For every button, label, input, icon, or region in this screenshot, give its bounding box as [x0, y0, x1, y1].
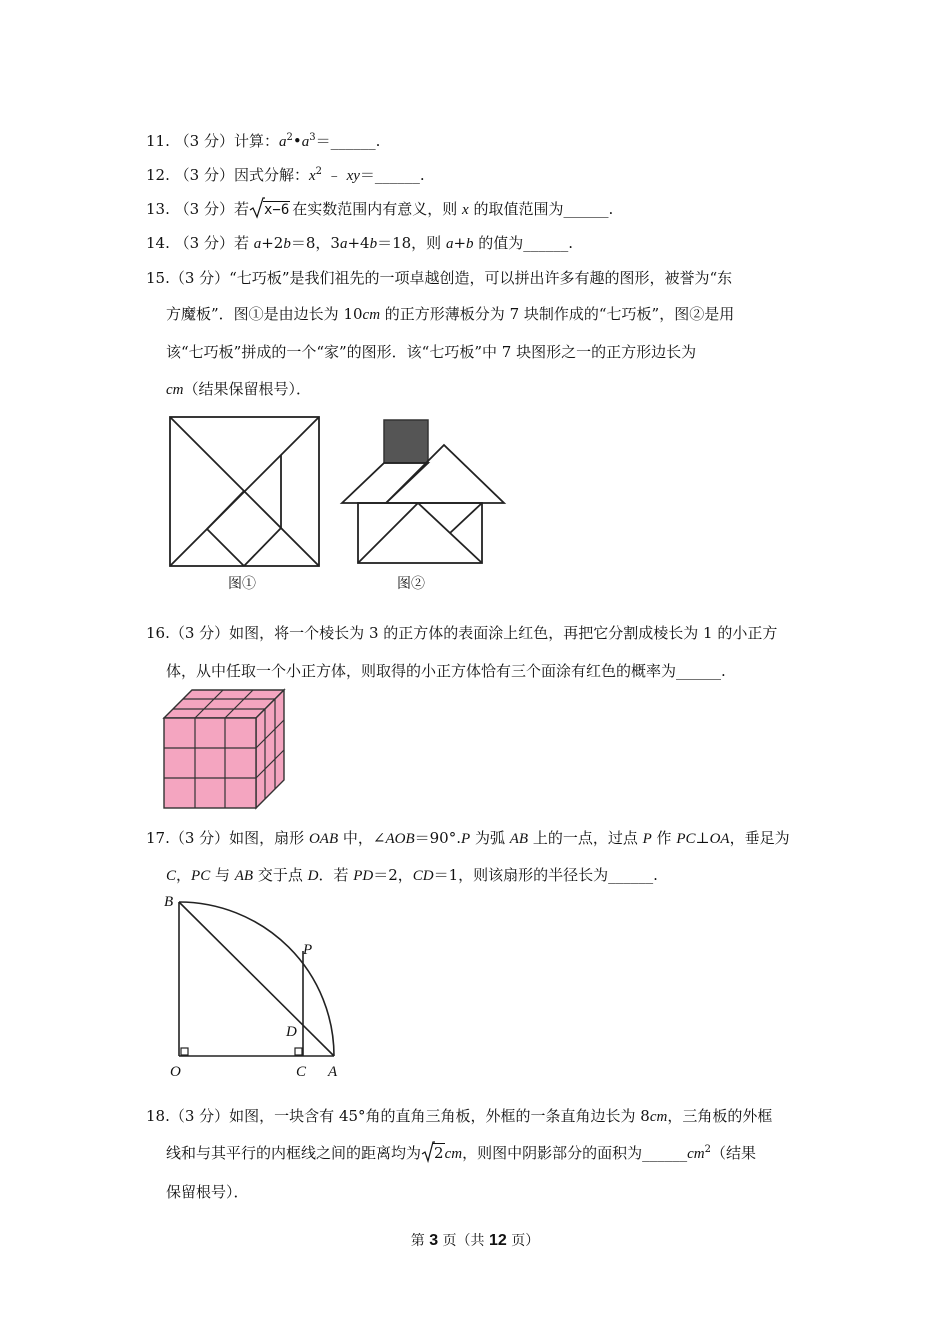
tangram-house-figure: [338, 416, 510, 568]
question-15-line-3: 该“七巧板”拼成的一个“家”的图形．该“七巧板”中 7 块图形之一的正方形边长为: [166, 343, 697, 361]
label-D: D: [286, 1024, 297, 1040]
label-P: P: [303, 942, 313, 958]
radical-sign-icon: [249, 197, 265, 219]
sqrt-expression: x−6: [249, 200, 290, 218]
label-C: C: [296, 1064, 307, 1080]
radical-sign-icon: [421, 1141, 435, 1163]
question-15: 15.（3 分）“七巧板”是我们祖先的一项卓越创造，可以拼出许多有趣的图形，被誉为“东: [146, 269, 733, 287]
chimney-square: [384, 420, 428, 463]
figure-1-label: 图①: [228, 575, 256, 591]
figure-2-label: 图②: [397, 575, 425, 591]
cube-front-face: [164, 718, 256, 808]
label-B: B: [164, 894, 174, 910]
sector-figure: [160, 890, 350, 1086]
page-footer: 第 3 页（共 12 页）: [410, 1232, 540, 1249]
question-18-line-3: 保留根号）．: [166, 1183, 249, 1201]
question-15-line-4: cm（结果保留根号）．: [166, 380, 312, 398]
sqrt-two: 2: [421, 1144, 445, 1162]
question-14: 14. （3 分）若 a+2b＝8，3a+4b＝18，则 a+b 的值为______.: [146, 234, 574, 252]
label-A: A: [328, 1064, 338, 1080]
question-15-line-2: 方魔板”．图①是由边长为 10cm 的正方形薄板分为 7 块制作成的“七巧板”，图②是用: [166, 305, 735, 323]
question-13: 13. （3 分）若 x−6 在实数范围内有意义，则 x 的取值范围为______.: [146, 198, 613, 219]
page-number: 3: [429, 1232, 439, 1249]
question-18-line-2: 线和与其平行的内框线之间的距离均为 2cm，则图中阴影部分的面积为$\_\_\_\_\_\_cm^2$（结果: [166, 1142, 756, 1163]
question-17-line-2: C，PC 与 AB 交于点 D．若 PD＝2，CD＝1，则该扇形的半径长为______.: [166, 866, 658, 884]
question-17: 17.（3 分）如图，扇形 OAB 中，∠AOB＝90°.P 为弧 AB 上的一点，过点 P 作 PC⊥OA，垂足为: [146, 829, 790, 847]
question-18: 18.（3 分）如图，一块含有 45°角的直角三角板，外框的一条直角边长为 8cm，三角板的外框: [146, 1107, 773, 1125]
question-12: 12. （3 分）因式分解：$x^2$ ﹣ xy＝______.: [146, 166, 425, 184]
question-16-line-2: 体，从中任取一个小正方体，则取得的小正方体恰有三个面涂有红色的概率为______.: [166, 662, 726, 680]
tangram-square-figure: [166, 413, 326, 568]
page-total: 12: [489, 1232, 507, 1249]
question-16: 16.（3 分）如图，将一个棱长为 3 的正方体的表面涂上红色，再把它分割成棱长为 1 的小正方: [146, 624, 778, 642]
question-11: 11. （3 分）计算：$a^2•a^3=\_\_\_\_\_\_$.: [146, 132, 381, 150]
pink-cube-figure: [162, 688, 288, 812]
label-O: O: [170, 1064, 181, 1080]
